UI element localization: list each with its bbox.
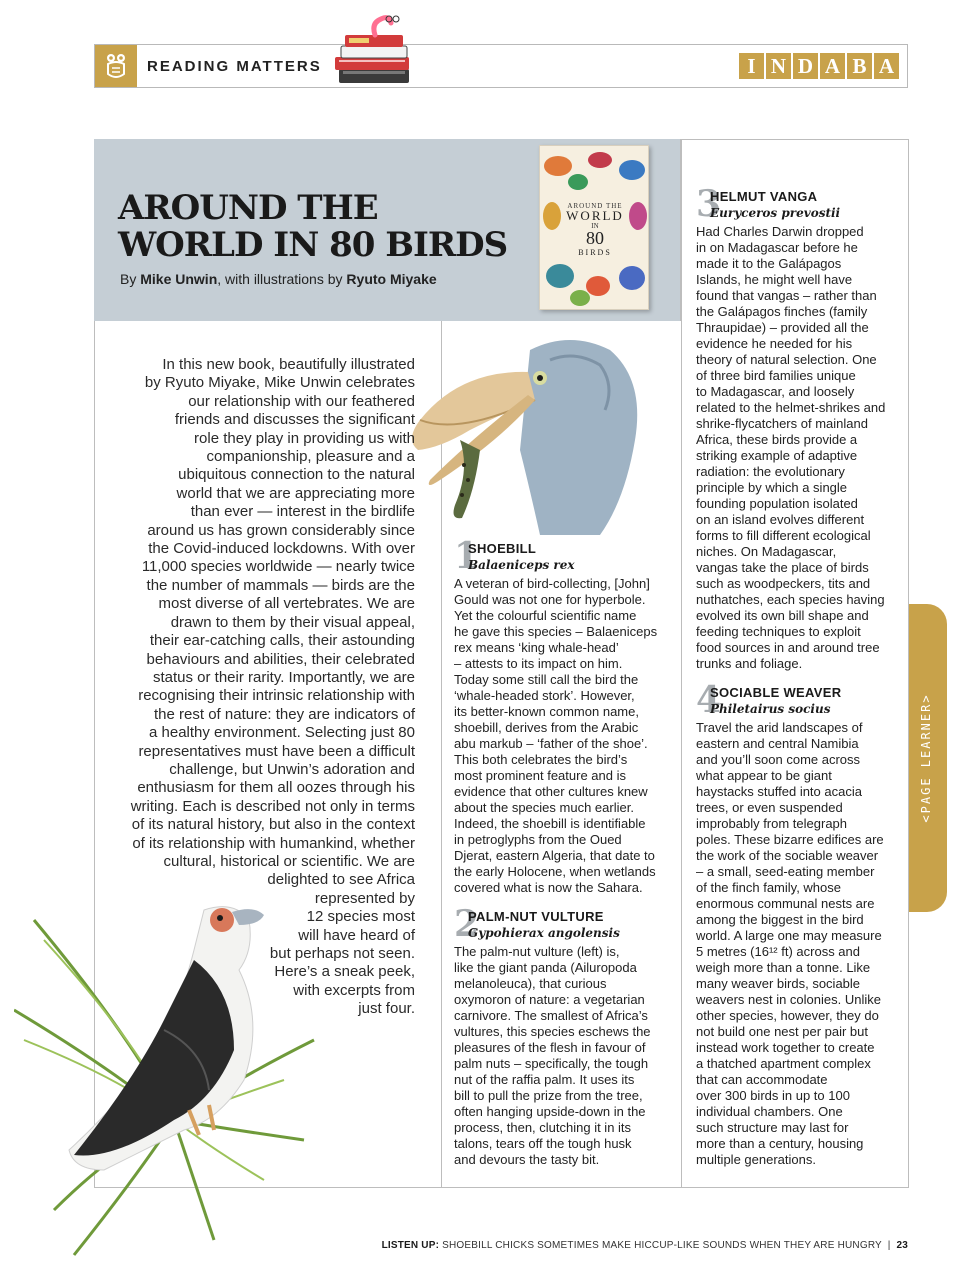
species-line: A veteran of bird-collecting, [John]	[454, 576, 650, 591]
species-line: Indeed, the shoebill is identifiable	[454, 816, 646, 831]
species-line: improbably from telegraph	[696, 816, 848, 831]
intro-line: 11,000 species worldwide — nearly twice	[141, 558, 415, 576]
intro-line: but perhaps not seen.	[269, 945, 415, 962]
species-line: The palm-nut vulture (left) is,	[454, 944, 620, 959]
species-line: radiation: the evolutionary	[696, 464, 845, 479]
cover-text: IN	[591, 222, 599, 230]
species-line: talons, tears off the tough husk	[454, 1136, 632, 1151]
intro-line: writing. Each is described not only in terms	[130, 797, 415, 815]
species-line: multiple generations.	[696, 1152, 816, 1167]
species-line: found that vangas – rather than	[696, 288, 877, 303]
species-line: evolved its own bill shape and	[696, 608, 869, 623]
species-line: Yet the colourful scientific name	[454, 608, 637, 623]
species-name: PALM-NUT VULTURE	[468, 909, 604, 924]
species-line: 5 metres (16¹² ft) across and	[696, 944, 860, 959]
species-line: to Madagascar, and loosely	[696, 384, 855, 399]
brand-letter: A	[874, 53, 899, 79]
intro-line: 12 species most	[306, 908, 415, 926]
species-line: among the biggest in the bird	[696, 912, 864, 927]
species-line: world. A large one may measure	[696, 928, 882, 943]
species-scientific-name: Philetairus socius	[710, 702, 831, 716]
species-heading	[696, 183, 901, 225]
column-divider	[681, 139, 682, 1188]
section-header	[94, 44, 908, 88]
intro-line: behaviours and abilities, their celebrated	[146, 650, 415, 668]
cover-text: WORLD	[566, 208, 624, 223]
species-line: process, then, clutching it in its	[454, 1120, 632, 1135]
species-name: SHOEBILL	[468, 541, 537, 556]
intro-line: our relationship with our feathered	[188, 392, 415, 410]
species-body	[696, 224, 901, 672]
species-line: enormous communal nests are	[696, 896, 875, 911]
intro-line: a healthy environment. Selecting just 80	[149, 724, 415, 742]
title-line: AROUND THE	[118, 188, 378, 228]
intro-line: with excerpts from	[293, 981, 415, 999]
section-title: READING MATTERS	[147, 58, 322, 75]
species-line: what appear to be giant	[696, 768, 832, 783]
species-line: carnivore. The smallest of Africa’s	[454, 1008, 648, 1023]
species-number: 1	[454, 535, 480, 577]
intro-line: of its natural history, but also in the context	[131, 816, 415, 834]
species-line: poles. These bizarre edifices are	[696, 832, 884, 847]
species-number: 3	[696, 183, 722, 225]
intro-line: recognising their intrinsic relationship with	[138, 687, 415, 705]
species-line: – attests to its impact on him.	[454, 656, 623, 671]
page-learner-label: <PAGE LEARNER>	[919, 693, 933, 823]
intro-line: status or their rarity. Importantly, we are	[152, 668, 415, 686]
species-number: 4	[696, 679, 722, 721]
page-number: 23	[896, 1240, 908, 1251]
species-line: food sources in and around tree	[696, 640, 880, 655]
species-name: SOCIABLE WEAVER	[710, 685, 842, 700]
species-line: such as woodpeckers, tits and	[696, 576, 871, 591]
species-line: Today some still call the bird the	[454, 672, 639, 687]
owl-logo-icon	[95, 45, 137, 87]
species-line: forms to fill different ecological	[696, 528, 871, 543]
intro-line: around us has grown considerably since	[147, 521, 415, 539]
species-line: oxymoron of nature: a vegetarian	[454, 992, 645, 1007]
intro-line: the number of mammals — birds are the	[146, 576, 415, 594]
species-line: palm nuts – specifically, the tough	[454, 1056, 649, 1071]
intro-line: will have heard of	[298, 926, 415, 944]
species-line: other species, however, they do	[696, 1008, 879, 1023]
intro-line: than ever — interest in the birdlife	[190, 503, 415, 521]
intro-line: friends and discusses the significant	[174, 411, 415, 429]
shoebill-illustration	[400, 330, 650, 540]
species-line: rex means ‘king whale-head’	[454, 640, 619, 655]
species-line: Travel the arid landscapes of	[696, 720, 863, 735]
species-line: such structure may last for	[696, 1120, 849, 1135]
species-line: and you’ll soon come across	[696, 752, 861, 767]
brand-letter: D	[793, 53, 818, 79]
species-line: eastern and central Namibia	[696, 736, 859, 751]
author-name: Mike Unwin	[140, 271, 218, 287]
intro-line: by Ryuto Miyake, Mike Unwin celebrates	[144, 374, 415, 392]
brand-letter: B	[847, 53, 872, 79]
book-stack-icon	[331, 13, 417, 89]
species-line: in on Madagascar before he	[696, 240, 858, 255]
species-palm-nut-vulture	[454, 903, 679, 1168]
species-line: feeding techniques to exploit	[696, 624, 861, 639]
brand-letter: N	[766, 53, 791, 79]
species-line: nuthatches, each species having	[696, 592, 885, 607]
byline-mid: , with illustrations by	[217, 271, 347, 287]
species-line: Had Charles Darwin dropped	[696, 224, 864, 239]
species-line: a thatched apartment complex	[696, 1056, 871, 1071]
species-line: not build one nest per pair but	[696, 1024, 869, 1039]
species-line: covered what is now the Sahara.	[454, 880, 643, 895]
species-line: most prominent feature and is	[454, 768, 626, 783]
species-line: Thraupidae) – provided all the	[696, 320, 869, 335]
species-line: evidence that other cultures knew	[454, 784, 648, 799]
species-sociable-weaver	[696, 679, 901, 1168]
species-line: theory of natural selection. One	[696, 352, 877, 367]
species-heading	[696, 679, 901, 721]
intro-line: most diverse of all vertebrates. We are	[158, 595, 415, 613]
species-line: abu markub – ‘father of the shoe’.	[454, 736, 648, 751]
species-line: trunks and foliage.	[696, 656, 803, 671]
intro-line: In this new book, beautifully illustrated	[162, 356, 415, 373]
intro-line: world that we are appreciating more	[176, 484, 415, 502]
species-line: vultures, this species eschews the	[454, 1024, 651, 1039]
species-body	[454, 944, 679, 1168]
species-helmut-vanga	[696, 183, 901, 672]
footer	[382, 1240, 908, 1251]
species-body	[454, 576, 679, 896]
species-line: vangas take the place of birds	[696, 560, 869, 575]
intro-line: challenge, but Unwin’s adoration and	[169, 760, 415, 778]
illustrator-name: Ryuto Miyake	[346, 271, 437, 287]
species-scientific-name: Euryceros prevostii	[710, 206, 841, 220]
species-line: on an island evolves different	[696, 512, 865, 527]
species-line: weigh more than a tonne. Like	[696, 960, 871, 975]
intro-line: enthusiasm for them all oozes through his	[137, 779, 415, 797]
species-line: weavers nest in colonies. Unlike	[696, 992, 881, 1007]
intro-line: cultural, historical or scientific. We are	[163, 852, 415, 870]
species-line: Djerat, eastern Algeria, that date to	[454, 848, 655, 863]
intro-line: role they play in providing us with	[194, 429, 415, 447]
intro-line: drawn to them by their visual appeal,	[170, 613, 415, 631]
article-title	[118, 190, 518, 264]
species-heading	[454, 535, 679, 577]
species-name: HELMUT VANGA	[710, 189, 818, 204]
species-line: shrike-flycatchers of mainland	[696, 416, 868, 431]
brand-logo	[739, 53, 899, 79]
intro-line: representatives must have been a difficult	[138, 742, 415, 760]
title-line: WORLD IN 80 BIRDS	[118, 225, 508, 265]
intro-line: companionship, pleasure and a	[206, 448, 415, 466]
species-line: Africa, these birds provide a	[696, 432, 858, 447]
species-line: evidence he needed for his	[696, 336, 853, 351]
intro-line: of its relationship with humankind, whether	[132, 834, 415, 852]
species-line: – a small, seed-eating member	[696, 864, 875, 879]
intro-text	[104, 356, 415, 1019]
species-line: in petroglyphs from the Oued	[454, 832, 622, 847]
byline	[120, 271, 437, 287]
species-line: the work of the sociable weaver	[696, 848, 879, 863]
species-shoebill	[454, 535, 679, 896]
species-line: many weaver birds, sociable	[696, 976, 861, 991]
intro-line: the rest of nature: they are indicators of	[154, 705, 415, 723]
species-line: founding population isolated	[696, 496, 858, 511]
species-line: over 300 birds in up to 100	[696, 1088, 850, 1103]
species-line: related to the helmet-shrikes and	[696, 400, 886, 415]
species-line: more than a century, housing	[696, 1136, 864, 1151]
species-line: he gave this species – Balaeniceps	[454, 624, 658, 639]
species-line: about the species much earlier.	[454, 800, 634, 815]
species-line: shoebill, derives from the Arabic	[454, 720, 639, 735]
footer-label: LISTEN UP:	[381, 1240, 440, 1251]
cover-text: BIRDS	[578, 248, 612, 257]
cover-text: AROUND THE	[567, 202, 623, 210]
intro-line: the Covid-induced lockdowns. With over	[148, 540, 415, 558]
species-line: ‘whale-headed stork’. However,	[454, 688, 635, 703]
species-number: 2	[454, 903, 480, 945]
species-heading	[454, 903, 679, 945]
species-body	[696, 720, 901, 1168]
species-line: Gould was not one for hyperbole.	[454, 592, 646, 607]
brand-letter: I	[739, 53, 764, 79]
species-line: melanoleuca), that curious	[454, 976, 607, 991]
species-line: Islands, he might well have	[696, 272, 853, 287]
species-line: This both celebrates the bird’s	[454, 752, 628, 767]
intro-line: their ear-catching calls, their astounding	[149, 632, 415, 650]
intro-line: just four.	[358, 1000, 415, 1018]
footer-text: SHOEBILL CHICKS SOMETIMES MAKE HICCUP-LIKE SOUNDS WHEN THEY ARE HUNGRY	[439, 1240, 882, 1251]
species-line: like the giant panda (Ailuropoda	[454, 960, 637, 975]
species-line: pleasures of the flesh in favour of	[454, 1040, 646, 1055]
cover-text: 80	[586, 228, 604, 248]
species-line: bill to pull the prize from the tree,	[454, 1088, 643, 1103]
species-line: often hanging upside-down in the	[454, 1104, 646, 1119]
footer-separator: |	[881, 1240, 897, 1251]
species-line: nut of the raffia palm. It uses its	[454, 1072, 635, 1087]
species-line: the early Holocene, when wetlands	[454, 864, 656, 879]
intro-line: Here’s a sneak peek,	[274, 963, 415, 981]
species-line: made it to the Galápagos	[696, 256, 842, 271]
brand-letter: A	[820, 53, 845, 79]
species-line: the Galápagos finches (family	[696, 304, 868, 319]
species-scientific-name: Balaeniceps rex	[468, 558, 575, 572]
intro-line: delighted to see Africa	[267, 871, 415, 889]
species-line: individual chambers. One	[696, 1104, 843, 1119]
species-line: and devours the tasty bit.	[454, 1152, 600, 1167]
intro-line: represented by	[314, 889, 415, 907]
species-line: of the finch family, whose	[696, 880, 841, 895]
species-line: instead work together to create	[696, 1040, 875, 1055]
species-line: principle by which a single	[696, 480, 848, 495]
species-line: niches. On Madagascar,	[696, 544, 837, 559]
book-cover	[539, 145, 649, 310]
byline-prefix: By	[120, 271, 141, 287]
species-line: striking example of adaptive	[696, 448, 858, 463]
species-scientific-name: Gypohierax angolensis	[468, 926, 620, 940]
species-line: that can accommodate	[696, 1072, 828, 1087]
species-line: of three bird families unique	[696, 368, 856, 383]
intro-line: ubiquitous connection to the natural	[178, 466, 415, 484]
species-line: trees, or even suspended	[696, 800, 843, 815]
species-line: its better-known common name,	[454, 704, 639, 719]
species-line: haystacks stuffed into acacia	[696, 784, 862, 799]
